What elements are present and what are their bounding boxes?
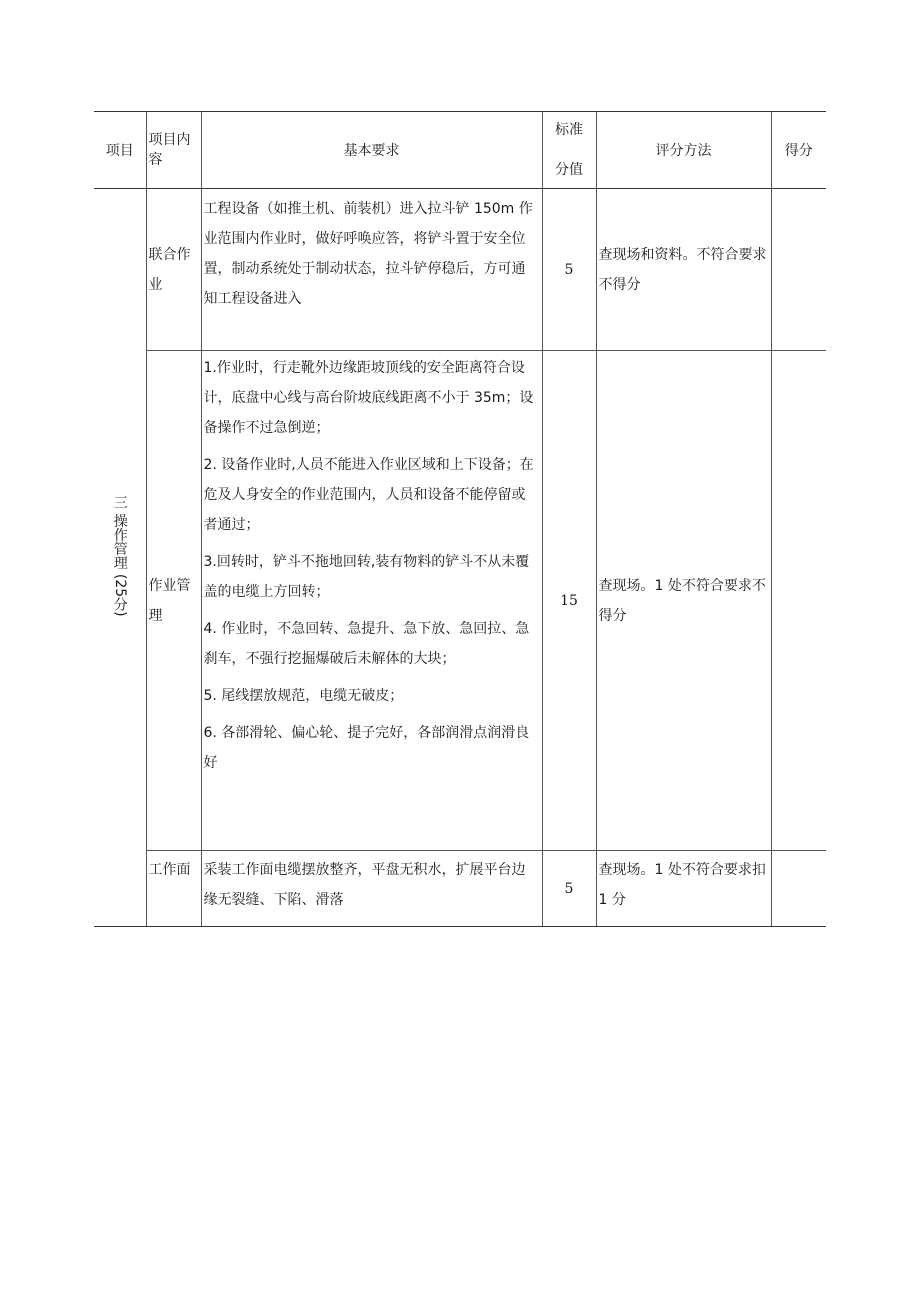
row-content-cell (146, 851, 201, 927)
row-content: 作业管理 (148, 577, 191, 624)
table-header-row (94, 112, 826, 189)
requirement-item: 5. 尾线摆放规范，电缆无破皮； (203, 688, 404, 704)
header-score (542, 112, 596, 189)
requirement-item: 4. 作业时，不急回转、急提升、急下放、急回拉、急刹车，不强行挖掘爆破后未解体的大块； (203, 621, 530, 667)
row-obtained (771, 351, 826, 851)
project-name-cell (94, 189, 146, 927)
requirement-item: 2. 设备作业时,人员不能进入作业区域和上下设备；在危及人身安全的作业范围内，人员和设备不能停留或者通过； (203, 457, 534, 533)
table-row (94, 351, 826, 851)
row-obtained (771, 851, 826, 927)
row-score: 5 (542, 189, 596, 351)
row-requirements (201, 189, 542, 351)
scoring-table (94, 111, 826, 927)
row-method: 查现场。1 处不符合要求不得分 (596, 351, 771, 851)
header-score-line1: 标准 (555, 122, 583, 138)
header-obtained: 得分 (771, 112, 826, 189)
header-content: 项目内容 (146, 112, 201, 189)
project-name: 三 操作管理 (25分) (111, 494, 128, 617)
row-content-cell (146, 351, 201, 851)
header-score-line2: 分值 (555, 162, 583, 178)
row-requirements (201, 851, 542, 927)
requirement-item: 3.回转时，铲斗不拖地回转,装有物料的铲斗不从未覆盖的电缆上方回转； (203, 554, 530, 600)
header-method: 评分方法 (596, 112, 771, 189)
table-row (94, 851, 826, 927)
header-project: 项目 (94, 112, 146, 189)
row-score: 5 (542, 851, 596, 927)
requirement-item: 工程设备（如推土机、前装机）进入拉斗铲 150m 作业范围内作业时，做好呼唤应答，将铲斗置于安全位置，制动系统处于制动状态，拉斗铲停稳后，方可通知工程设备进入 (203, 201, 533, 307)
table-row (94, 189, 826, 351)
row-score: 15 (542, 351, 596, 851)
header-requirement: 基本要求 (201, 112, 542, 189)
row-requirements (201, 351, 542, 851)
requirement-item: 1.作业时，行走靴外边缘距坡顶线的安全距离符合设计，底盘中心线与高台阶坡底线距离不小于 35m；设备操作不过急倒逆； (203, 360, 534, 436)
row-content: 工作面 (148, 862, 191, 878)
requirement-item: 6. 各部滑轮、偏心轮、提子完好，各部润滑点润滑良好 (203, 725, 530, 771)
row-content: 联合作业 (148, 246, 191, 293)
requirement-item: 采装工作面电缆摆放整齐，平盘无积水，扩展平台边缘无裂缝、下陷、滑落 (203, 862, 526, 908)
row-content-cell (146, 189, 201, 351)
row-method: 查现场和资料。不符合要求不得分 (596, 189, 771, 351)
row-obtained (771, 189, 826, 351)
row-method: 查现场。1 处不符合要求扣 1 分 (596, 851, 771, 927)
